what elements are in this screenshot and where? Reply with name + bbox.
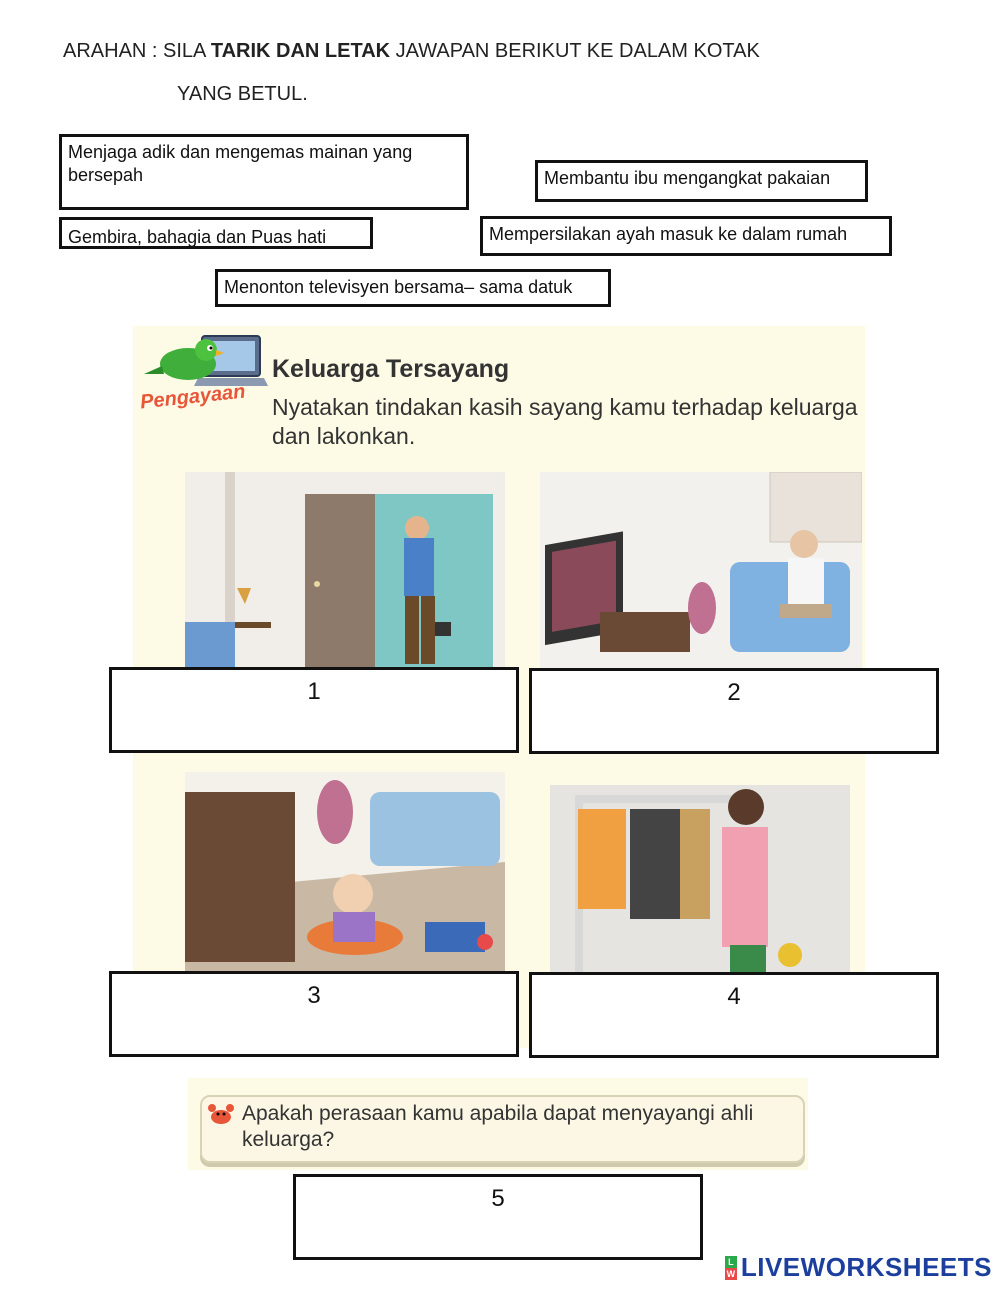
instruction-suffix: JAWAPAN BERIKUT KE DALAM KOTAK — [390, 40, 760, 62]
pengayaan-badge: Pengayaan — [139, 380, 247, 414]
drop-box-1[interactable] — [109, 667, 519, 753]
question-text: Apakah perasaan kamu apabila dapat menyayangi ahli keluarga? — [242, 1102, 754, 1152]
logo-text: LIVEWORKSHEETS — [740, 1252, 992, 1282]
drop-box-5[interactable] — [293, 1174, 703, 1260]
instruction-line-2: YANG BETUL. — [177, 83, 308, 105]
scene-baby-toys — [185, 772, 505, 972]
answer-chip-menonton-televisyen[interactable]: Menonton televisyen bersama– sama datuk — [215, 269, 611, 307]
drop-box-3[interactable] — [109, 971, 519, 1057]
drop-box-1-label: 1 — [307, 678, 321, 705]
drop-box-2-label: 2 — [727, 679, 741, 706]
instruction-prefix: ARAHAN : SILA — [63, 40, 211, 62]
answer-chip-gembira[interactable]: Gembira, bahagia dan Puas hati — [59, 217, 373, 249]
liveworksheets-logo — [725, 1252, 992, 1283]
answer-chip-mempersilakan-ayah[interactable]: Mempersilakan ayah masuk ke dalam rumah — [480, 216, 892, 256]
drop-box-5-label: 5 — [491, 1185, 505, 1212]
logo-block-w: W — [726, 1268, 736, 1279]
drop-box-4-label: 4 — [727, 983, 741, 1010]
drop-box-4[interactable] — [529, 972, 939, 1058]
instruction-line-1 — [63, 40, 760, 63]
panel-title: Keluarga Tersayang — [272, 355, 510, 383]
scene-mother-clothes — [550, 785, 850, 972]
panel-subtitle: Nyatakan tindakan kasih sayang kamu terhadap keluarga dan lakonkan. — [272, 394, 858, 449]
instruction-bold: TARIK DAN LETAK — [210, 40, 391, 62]
logo-blocks-icon — [725, 1256, 737, 1280]
drop-box-2[interactable] — [529, 668, 939, 754]
scene-father-at-door — [185, 472, 505, 668]
drop-box-3-label: 3 — [307, 982, 321, 1009]
answer-chip-menjaga-adik[interactable]: Menjaga adik dan mengemas mainan yang bersepah — [59, 134, 469, 210]
answer-chip-membantu-ibu[interactable]: Membantu ibu mengangkat pakaian — [535, 160, 868, 202]
crab-icon — [206, 1102, 236, 1128]
scene-grandfather-tv — [540, 472, 862, 668]
logo-block-l: L — [725, 1256, 737, 1268]
